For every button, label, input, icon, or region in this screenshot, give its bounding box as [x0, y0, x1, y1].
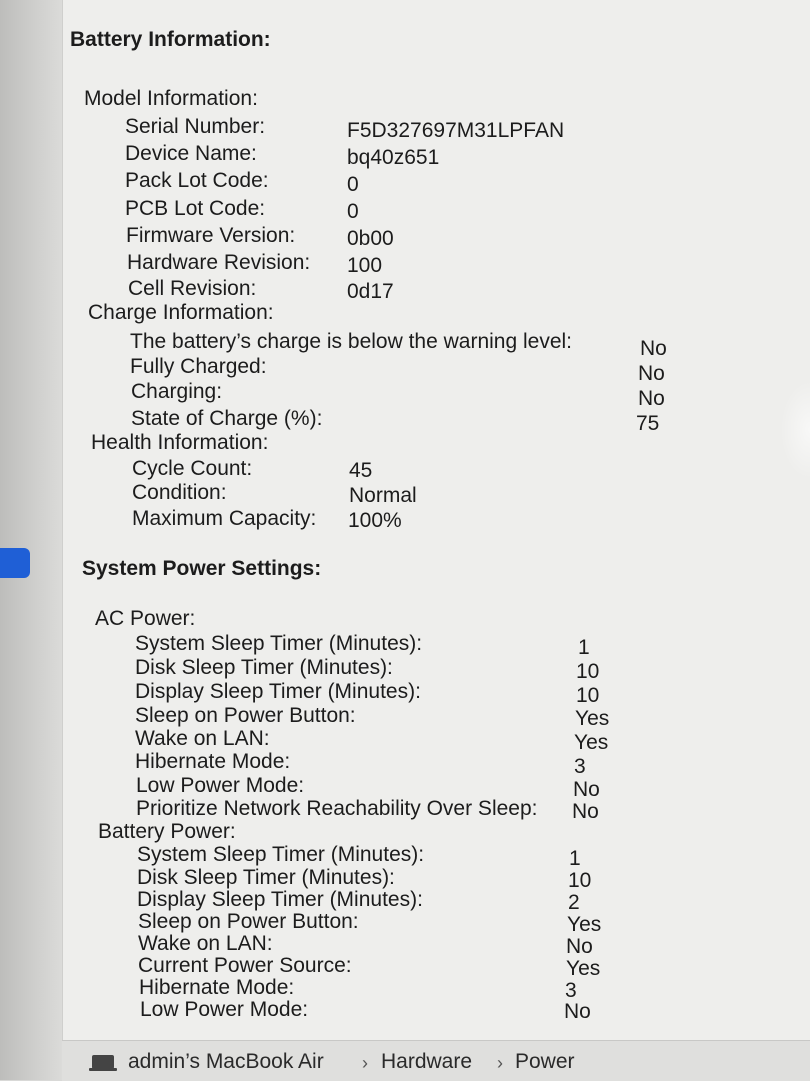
- bat-wake-on-lan-label: Wake on LAN:: [138, 932, 273, 955]
- ac-sleep-power-button-label: Sleep on Power Button:: [135, 704, 356, 727]
- ac-disk-sleep-label: Disk Sleep Timer (Minutes):: [135, 656, 393, 679]
- battery-power-header: Battery Power:: [98, 820, 236, 843]
- ac-prioritize-network-value: No: [572, 800, 599, 823]
- pack-lot-code-label: Pack Lot Code:: [125, 169, 269, 192]
- breadcrumb-item-hardware[interactable]: Hardware: [381, 1050, 473, 1073]
- maximum-capacity-value: 100%: [348, 509, 402, 532]
- ac-hibernate-mode-value: 3: [574, 755, 586, 778]
- screen-bezel: [0, 0, 64, 1080]
- charge-warning-value: No: [640, 337, 667, 360]
- pcb-lot-code-label: PCB Lot Code:: [125, 197, 266, 220]
- state-of-charge-label: State of Charge (%):: [131, 407, 323, 430]
- ac-low-power-mode-value: No: [573, 778, 600, 801]
- ac-sleep-power-button-value: Yes: [575, 707, 610, 730]
- condition-value: Normal: [349, 484, 417, 507]
- ac-hibernate-mode-label: Hibernate Mode:: [135, 750, 291, 773]
- breadcrumb-item-power[interactable]: Power: [515, 1050, 575, 1073]
- bat-disk-sleep-value: 10: [568, 869, 592, 892]
- sidebar-selection-indicator[interactable]: [0, 548, 30, 578]
- bat-current-power-source-label: Current Power Source:: [138, 954, 352, 977]
- condition-label: Condition:: [132, 481, 227, 504]
- ac-display-sleep-value: 10: [576, 684, 600, 707]
- cycle-count-value: 45: [349, 459, 373, 482]
- charge-warning-label: The battery’s charge is below the warning level:: [130, 330, 573, 353]
- system-power-settings-title: System Power Settings:: [82, 557, 322, 580]
- device-name-label: Device Name:: [125, 142, 257, 165]
- bat-sleep-power-button-value: Yes: [567, 913, 602, 936]
- state-of-charge-value: 75: [636, 412, 660, 435]
- ac-prioritize-network-label: Prioritize Network Reachability Over Sleep:: [136, 797, 538, 820]
- pcb-lot-code-value: 0: [347, 200, 359, 223]
- ac-wake-on-lan-value: Yes: [574, 731, 609, 754]
- bat-hibernate-mode-value: 3: [565, 979, 577, 1002]
- charge-information-header: Charge Information:: [88, 301, 274, 324]
- bat-sleep-power-button-label: Sleep on Power Button:: [138, 910, 359, 933]
- pack-lot-code-value: 0: [347, 173, 359, 196]
- ac-wake-on-lan-label: Wake on LAN:: [135, 727, 270, 750]
- serial-number-value: F5D327697M31LPFAN: [347, 119, 565, 142]
- cycle-count-label: Cycle Count:: [132, 457, 253, 480]
- fully-charged-label: Fully Charged:: [130, 355, 267, 378]
- bat-display-sleep-label: Display Sleep Timer (Minutes):: [137, 888, 423, 911]
- firmware-version-value: 0b00: [347, 227, 394, 250]
- charging-label: Charging:: [131, 380, 223, 403]
- laptop-icon: [92, 1055, 114, 1069]
- bat-low-power-mode-value: No: [564, 1000, 591, 1023]
- ac-power-header: AC Power:: [95, 607, 196, 630]
- bat-current-power-source-value: Yes: [566, 957, 601, 980]
- ac-low-power-mode-label: Low Power Mode:: [136, 774, 305, 797]
- screen-glare: [780, 380, 810, 480]
- bat-disk-sleep-label: Disk Sleep Timer (Minutes):: [137, 866, 395, 889]
- cell-revision-value: 0d17: [347, 280, 394, 303]
- bat-system-sleep-label: System Sleep Timer (Minutes):: [137, 843, 425, 866]
- ac-display-sleep-label: Display Sleep Timer (Minutes):: [135, 680, 421, 703]
- battery-information-title: Battery Information:: [70, 28, 271, 51]
- ac-system-sleep-value: 1: [578, 636, 590, 659]
- model-information-header: Model Information:: [84, 87, 258, 110]
- ac-system-sleep-label: System Sleep Timer (Minutes):: [135, 632, 423, 655]
- health-information-header: Health Information:: [91, 431, 269, 454]
- hardware-revision-value: 100: [347, 254, 383, 277]
- bat-hibernate-mode-label: Hibernate Mode:: [139, 976, 295, 999]
- serial-number-label: Serial Number:: [125, 115, 266, 138]
- bat-display-sleep-value: 2: [568, 891, 580, 914]
- breadcrumb-separator-2: ›: [497, 1053, 503, 1073]
- device-name-value: bq40z651: [347, 146, 440, 169]
- charging-value: No: [638, 387, 665, 410]
- bat-system-sleep-value: 1: [569, 847, 581, 870]
- fully-charged-value: No: [638, 362, 665, 385]
- cell-revision-label: Cell Revision:: [128, 277, 257, 300]
- hardware-revision-label: Hardware Revision:: [127, 251, 311, 274]
- firmware-version-label: Firmware Version:: [126, 224, 296, 247]
- breadcrumb-item-computer[interactable]: admin’s MacBook Air: [128, 1050, 324, 1073]
- maximum-capacity-label: Maximum Capacity:: [132, 507, 317, 530]
- breadcrumb-separator-1: ›: [362, 1053, 368, 1073]
- ac-disk-sleep-value: 10: [576, 660, 600, 683]
- bat-wake-on-lan-value: No: [566, 935, 593, 958]
- bat-low-power-mode-label: Low Power Mode:: [140, 998, 309, 1021]
